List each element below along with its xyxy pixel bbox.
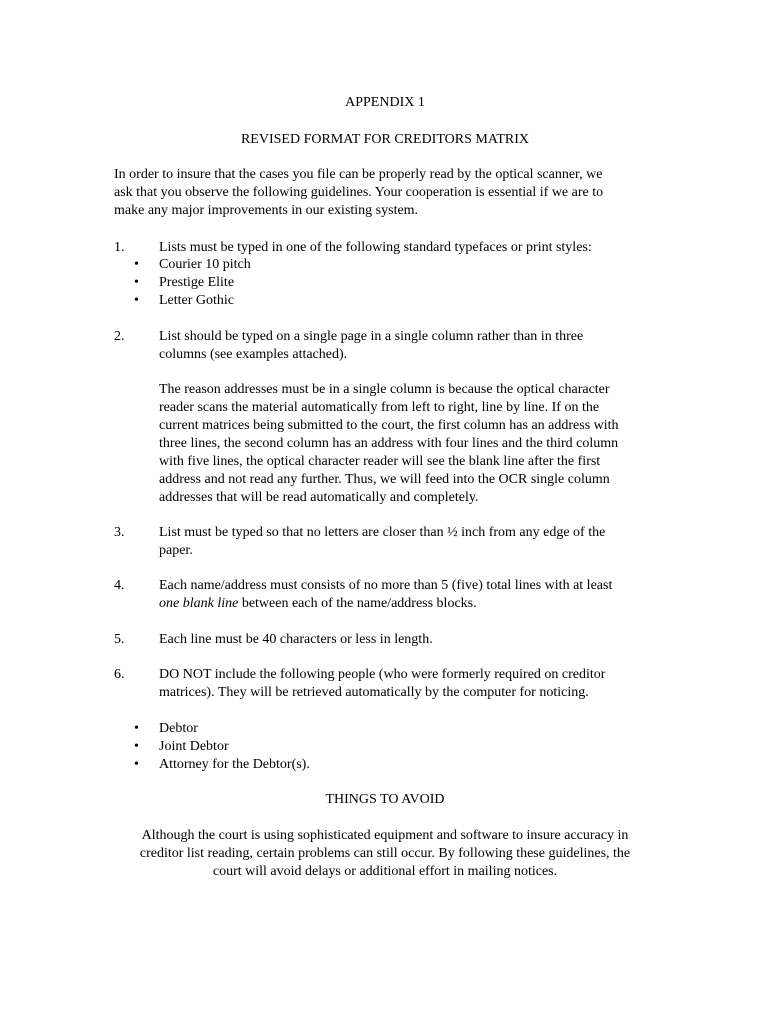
item-line-rest: between each of the name/address blocks. (238, 596, 477, 611)
item-line: Each name/address must consists of no more than 5 (five) total lines with at least (159, 578, 613, 593)
item-line: List should be typed on a single page in a single column rather than in three (159, 329, 584, 344)
typeface-bullet: Courier 10 pitch (159, 257, 251, 272)
item-1-text: Lists must be typed in one of the following standard typefaces or print styles: (159, 240, 592, 255)
item-line (159, 595, 659, 613)
item-line: columns (see examples attached). (159, 347, 348, 362)
reason-line: with five lines, the optical character reader will see the blank line after the first (159, 454, 601, 469)
typeface-bullet: Letter Gothic (159, 293, 235, 308)
closing-line: Although the court is using sophisticated equipment and software to insure accuracy in (141, 828, 629, 843)
item-line: List must be typed so that no letters are closer than ½ inch from any edge of the (159, 525, 606, 540)
bullet-icon: • (134, 757, 139, 772)
bullet-icon: • (134, 275, 139, 290)
item-5-text: Each line must be 40 characters or less in length. (159, 632, 433, 647)
document-title: REVISED FORMAT FOR CREDITORS MATRIX (240, 132, 530, 147)
item-number: 4. (114, 578, 125, 593)
things-to-avoid-heading: THINGS TO AVOID (325, 792, 445, 807)
reason-line: reader scans the material automatically from left to right, line by line. If on the (159, 400, 600, 415)
closing-line: court will avoid delays or additional effort in mailing notices. (212, 864, 558, 879)
item-number: 1. (114, 240, 125, 255)
bullet-icon: • (134, 257, 139, 272)
reason-line: three lines, the second column has an address with four lines and the third column (159, 436, 619, 451)
item-line: DO NOT include the following people (who were formerly required on creditor (159, 667, 606, 682)
closing-paragraph (110, 827, 660, 881)
item-4-text (159, 577, 659, 613)
intro-line: make any major improvements in our existing system. (114, 203, 419, 218)
item-line: matrices). They will be retrieved automatically by the computer for noticing. (159, 685, 589, 700)
intro-line: ask that you observe the following guidelines. Your cooperation is essential if we are to (114, 185, 604, 200)
intro-line: In order to insure that the cases you file can be properly read by the optical scanner, we (114, 167, 603, 182)
item-6-text (159, 666, 659, 702)
excluded-party-bullet: Attorney for the Debtor(s). (159, 757, 310, 772)
item-2-reason-paragraph (159, 381, 659, 507)
reason-line: The reason addresses must be in a single column is because the optical character (159, 382, 610, 397)
item-number: 6. (114, 667, 125, 682)
excluded-party-bullet: Debtor (159, 721, 198, 736)
emphasis-text: one blank line (159, 596, 239, 611)
intro-paragraph (114, 166, 654, 220)
reason-line: address and not read any further. Thus, we will feed into the OCR single column (159, 472, 610, 487)
reason-line: addresses that will be read automatically and completely. (159, 490, 479, 505)
typeface-bullet: Prestige Elite (159, 275, 235, 290)
item-3-text (159, 524, 659, 560)
excluded-party-bullet: Joint Debtor (159, 739, 229, 754)
appendix-heading: APPENDIX 1 (345, 95, 425, 110)
item-2-text (159, 328, 659, 364)
bullet-icon: • (134, 293, 139, 308)
item-number: 5. (114, 632, 125, 647)
bullet-icon: • (134, 739, 139, 754)
closing-line: creditor list reading, certain problems can still occur. By following these guidelines, the (139, 846, 631, 861)
item-line: paper. (159, 543, 193, 558)
bullet-icon: • (134, 721, 139, 736)
reason-line: current matrices being submitted to the court, the first column has an address with (159, 418, 619, 433)
item-number: 3. (114, 525, 125, 540)
item-number: 2. (114, 329, 125, 344)
